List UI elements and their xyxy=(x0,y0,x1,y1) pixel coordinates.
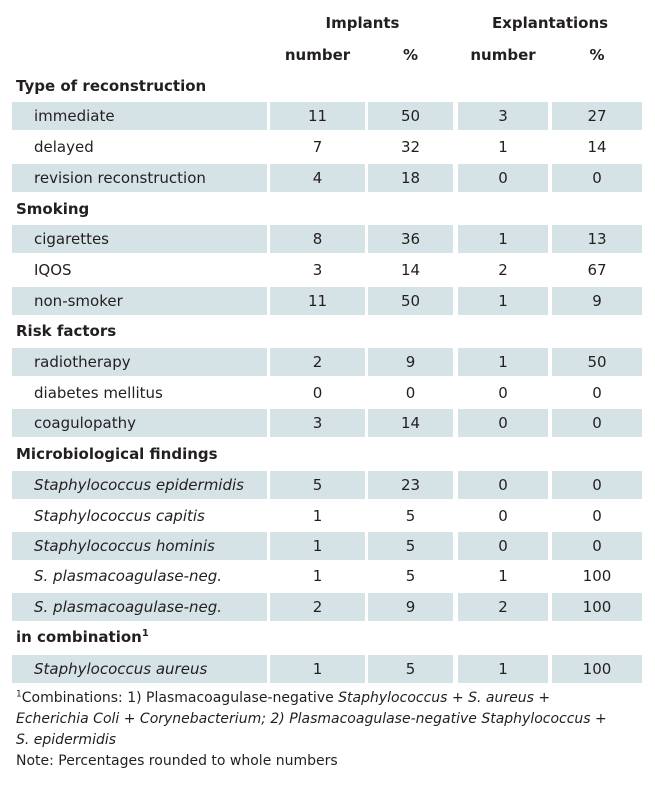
section-smoking: Smoking xyxy=(16,200,90,218)
footnote-line-3 xyxy=(16,730,641,751)
implants-percent: 5 xyxy=(368,532,453,560)
implants-number: 5 xyxy=(270,471,365,499)
explantations-percent: 0 xyxy=(552,409,642,437)
implants-percent: 32 xyxy=(400,138,421,156)
table-row xyxy=(12,593,642,621)
header-percent-explantations: % xyxy=(589,46,605,64)
explantations-percent: 67 xyxy=(587,261,607,279)
footnote-italic: S. epidermidis xyxy=(16,732,117,748)
table-row xyxy=(12,102,642,130)
table-row xyxy=(12,471,642,499)
implants-percent: 14 xyxy=(400,261,421,279)
explantations-number: 3 xyxy=(458,102,548,130)
implants-number: 1 xyxy=(312,507,323,525)
explantations-percent: 0 xyxy=(592,507,602,525)
implants-number: 8 xyxy=(270,225,365,253)
table-row xyxy=(12,379,642,407)
footnote-line-2 xyxy=(16,709,641,730)
row-label: revision reconstruction xyxy=(12,164,267,192)
row-label: Staphylococcus aureus xyxy=(12,655,267,683)
header-percent-implants: % xyxy=(402,46,419,64)
table-row xyxy=(12,133,642,161)
implants-percent: 23 xyxy=(368,471,453,499)
footnote-text: + xyxy=(533,690,551,706)
implants-number: 1 xyxy=(312,567,323,585)
row-label: radiotherapy xyxy=(12,348,267,376)
footnote-text: + xyxy=(447,690,469,706)
explantations-number: 2 xyxy=(498,261,508,279)
explantations-percent: 0 xyxy=(552,532,642,560)
explantations-number: 1 xyxy=(458,225,548,253)
explantations-percent: 13 xyxy=(552,225,642,253)
implants-number: 3 xyxy=(312,261,323,279)
row-label: immediate xyxy=(12,102,267,130)
table-row xyxy=(12,409,642,437)
implants-number: 2 xyxy=(270,593,365,621)
explantations-number: 1 xyxy=(458,655,548,683)
section-title-text: in combination xyxy=(16,628,142,646)
footnote-note: Note: Percentages rounded to whole numbers xyxy=(16,753,338,769)
row-label: cigarettes xyxy=(12,225,267,253)
table-row xyxy=(12,225,642,253)
explantations-number: 1 xyxy=(498,567,508,585)
explantations-number: 2 xyxy=(458,593,548,621)
implants-percent: 9 xyxy=(368,593,453,621)
explantations-percent: 0 xyxy=(592,384,602,402)
row-label: S. plasmacoagulase-neg. xyxy=(34,567,223,585)
explantations-percent: 0 xyxy=(552,471,642,499)
explantations-percent: 0 xyxy=(552,164,642,192)
header-implants: Implants xyxy=(325,14,400,32)
footnote-marker: 1 xyxy=(141,628,149,639)
row-label: non-smoker xyxy=(12,287,267,315)
row-label: coagulopathy xyxy=(12,409,267,437)
section-microbiological-findings: Microbiological findings xyxy=(16,445,218,463)
implants-number: 4 xyxy=(270,164,365,192)
explantations-percent: 100 xyxy=(552,655,642,683)
section-in-combination xyxy=(16,628,149,646)
explantations-number: 1 xyxy=(458,287,548,315)
implants-percent: 50 xyxy=(368,102,453,130)
footnote xyxy=(16,688,641,772)
explantations-number: 0 xyxy=(458,409,548,437)
row-label: Staphylococcus epidermidis xyxy=(12,471,267,499)
implants-percent: 5 xyxy=(368,655,453,683)
implants-percent: 0 xyxy=(405,384,416,402)
table-row xyxy=(12,287,642,315)
implants-percent: 50 xyxy=(368,287,453,315)
explantations-percent: 14 xyxy=(587,138,607,156)
implants-number: 7 xyxy=(312,138,323,156)
header-number-explantations: number xyxy=(470,46,536,64)
explantations-number: 1 xyxy=(458,348,548,376)
implants-number: 2 xyxy=(270,348,365,376)
implants-number: 1 xyxy=(270,655,365,683)
explantations-percent: 27 xyxy=(552,102,642,130)
implants-number: 0 xyxy=(312,384,323,402)
explantations-number: 1 xyxy=(498,138,508,156)
header-explantations: Explantations xyxy=(491,14,609,32)
implants-percent: 9 xyxy=(368,348,453,376)
row-label: S. plasmacoagulase-neg. xyxy=(12,593,267,621)
explantations-percent: 100 xyxy=(552,593,642,621)
header-number-implants: number xyxy=(284,46,351,64)
implants-percent: 18 xyxy=(368,164,453,192)
implants-percent: 5 xyxy=(405,567,416,585)
explantations-percent: 9 xyxy=(552,287,642,315)
row-label: Staphylococcus capitis xyxy=(34,507,205,525)
table-row xyxy=(12,655,642,683)
footnote-italic: S. aureus xyxy=(468,690,534,706)
footnote-marker: 1 xyxy=(16,689,22,700)
table-row xyxy=(12,562,642,590)
implants-number: 3 xyxy=(270,409,365,437)
implants-number: 11 xyxy=(270,102,365,130)
table-row xyxy=(12,532,642,560)
row-label: IQOS xyxy=(34,261,72,279)
implants-percent: 36 xyxy=(368,225,453,253)
implants-number: 11 xyxy=(270,287,365,315)
explantations-percent: 100 xyxy=(582,567,612,585)
row-label: delayed xyxy=(34,138,94,156)
section-risk-factors: Risk factors xyxy=(16,322,117,340)
table-row xyxy=(12,348,642,376)
row-label: diabetes mellitus xyxy=(34,384,163,402)
footnote-italic: Echerichia Coli + Corynebacterium; 2) Plasmacoagulase-negative Staphylococcus + xyxy=(16,711,607,727)
footnote-text: Combinations: 1) Plasmacoagulase-negative xyxy=(21,690,339,706)
explantations-number: 0 xyxy=(498,384,508,402)
implants-percent: 5 xyxy=(405,507,416,525)
table-row xyxy=(12,256,642,284)
implants-percent: 14 xyxy=(368,409,453,437)
explantations-percent: 50 xyxy=(552,348,642,376)
table-row xyxy=(12,164,642,192)
explantations-number: 0 xyxy=(498,507,508,525)
section-type-of-reconstruction: Type of reconstruction xyxy=(16,77,207,95)
footnote-line-1 xyxy=(16,688,641,709)
implants-number: 1 xyxy=(270,532,365,560)
explantations-number: 0 xyxy=(458,164,548,192)
table-row xyxy=(12,502,642,530)
explantations-number: 0 xyxy=(458,532,548,560)
row-label: Staphylococcus hominis xyxy=(12,532,267,560)
explantations-number: 0 xyxy=(458,471,548,499)
footnote-italic: Staphylococcus xyxy=(338,690,448,706)
